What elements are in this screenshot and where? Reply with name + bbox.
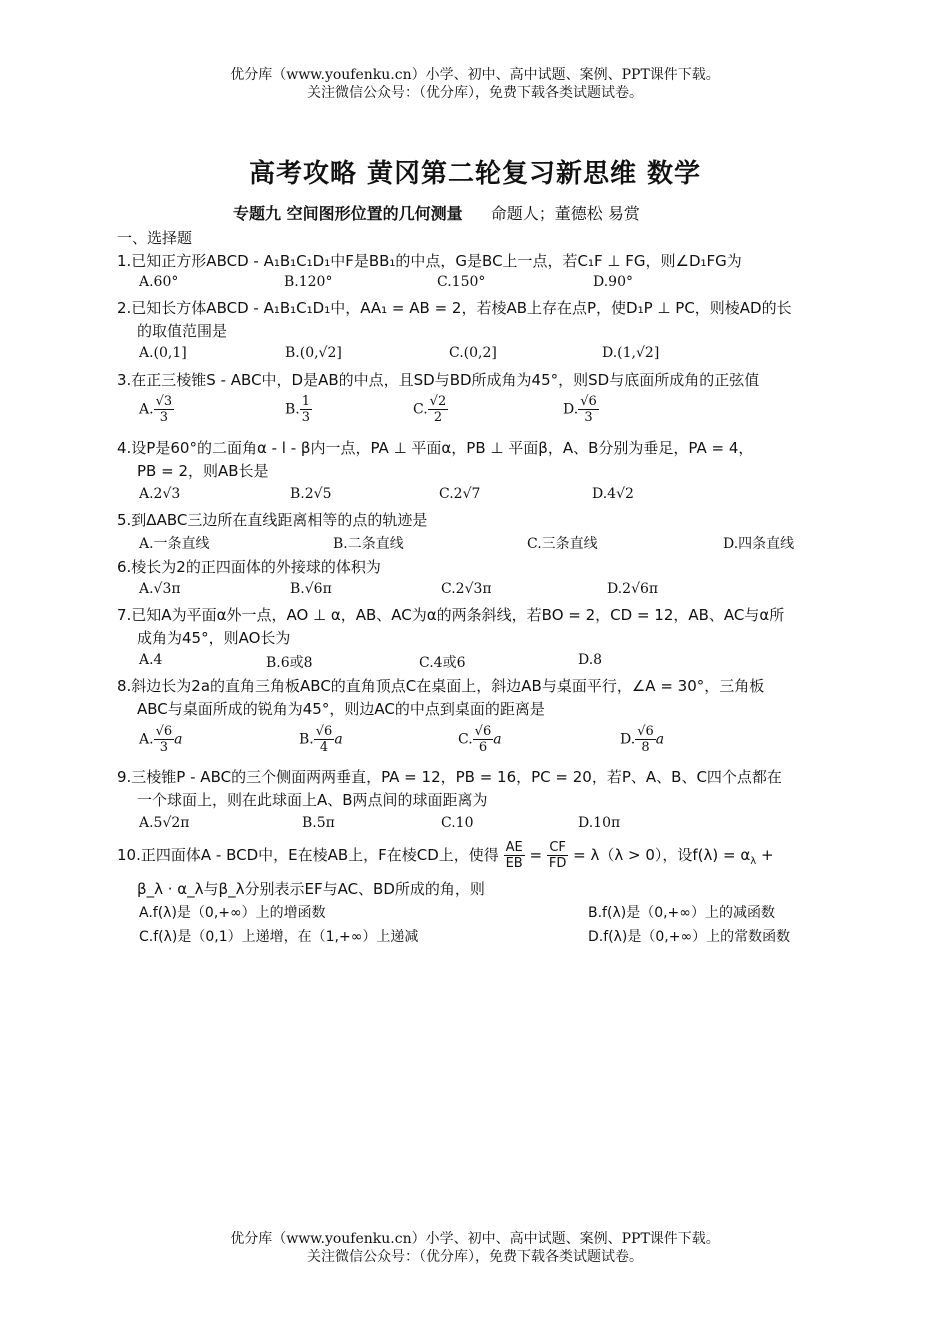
question-10-continuation: β_λ · α_λ与β_λ分别表示EF与AC、BD所成的角，则 — [137, 880, 485, 898]
question-7-stem: 7.已知A为平面α外一点，AO ⊥ α，AB、AC为α的两条斜线，若BO = 2，CD = 12，AB、AC与α所 — [117, 606, 785, 624]
question-3-stem: 3.在正三棱锥S - ABC中，D是AB的中点，且SD与BD所成角为45°，则SD与底面所成角的正弦值 — [117, 371, 760, 389]
question-6-option-b: B.√6π — [290, 581, 332, 597]
page-footer — [0, 1230, 950, 1266]
question-1-option-a: A.60° — [139, 274, 179, 290]
question-6-option-d: D.2√6π — [607, 581, 659, 597]
question-9-option-d: D.10π — [578, 815, 621, 831]
question-5-option-b: B.二条直线 — [333, 536, 404, 552]
question-1-option-b: B.120° — [284, 274, 333, 290]
question-6-option-a: A.√3π — [139, 581, 181, 597]
question-5-stem: 5.到ΔABC三边所在直线距离相等的点的轨迹是 — [117, 511, 428, 529]
fraction: $\frac{√6}{3}$ — [580, 394, 597, 425]
header-line-2: 关注微信公众号：（优分库），免费下载各类试题试卷。 — [307, 85, 643, 101]
question-7-option-d: D.8 — [578, 652, 603, 668]
question-4-option-d: D.4√2 — [592, 486, 634, 502]
question-8-option-b: B. $\frac{√6}{4}$ a — [299, 724, 343, 755]
footer-line-2: 关注微信公众号：（优分库），免费下载各类试题试卷。 — [307, 1249, 643, 1265]
question-9-option-c: C.10 — [441, 815, 474, 831]
question-6-option-c: C.2√3π — [441, 581, 492, 597]
question-3-option-b: B. $\frac{1}{3}$ — [285, 394, 311, 425]
question-3-option-d: D. $\frac{√6}{3}$ — [563, 394, 597, 425]
question-8-option-c: C. $\frac{√6}{6}$ a — [458, 724, 502, 755]
question-6-stem: 6.棱长为2的正四面体的外接球的体积为 — [117, 558, 381, 576]
question-1-option-d: D.90° — [593, 274, 633, 290]
question-8-option-a: A. $\frac{√6}{3}$ a — [139, 724, 183, 755]
question-9-option-a: A.5√2π — [139, 815, 190, 831]
question-10-option-b: B.f(λ)是（0,+∞）上的减函数 — [588, 905, 775, 921]
footer-line-1: 优分库（www.youfenku.cn）小学、初中、高中试题、案例、PPT课件下载。 — [230, 1231, 720, 1247]
question-4-option-a: A.2√3 — [139, 486, 181, 502]
question-2-option-b: B.(0,√2] — [285, 345, 342, 361]
question-10-option-a: A.f(λ)是（0,+∞）上的增函数 — [139, 905, 326, 921]
fraction: $\frac{1}{3}$ — [301, 394, 311, 425]
fraction: $\frac{√3}{3}$ — [155, 394, 173, 425]
question-4-option-c: C.2√7 — [439, 486, 481, 502]
question-8-option-d: D. $\frac{√6}{8}$ a — [620, 724, 665, 755]
question-2-stem: 2.已知长方体ABCD - A₁B₁C₁D₁中，AA₁ = AB = 2，若棱AB上存在点P，使D₁P ⊥ PC，则棱AD的长 — [117, 299, 792, 317]
question-1-option-c: C.150° — [437, 274, 486, 290]
fraction: $\frac{√6}{3}$ — [155, 724, 173, 755]
question-2-option-a: A.(0,1] — [139, 345, 187, 361]
question-3-option-a: A. $\frac{√3}{3}$ — [139, 394, 173, 425]
question-8-continuation: ABC与桌面所成的锐角为45°，则边AC的中点到桌面的距离是 — [137, 700, 545, 718]
fraction-cf-fd: $\frac{CF}{FD}$ — [548, 840, 567, 871]
fraction-ae-eb: $\frac{AE}{EB}$ — [505, 840, 523, 871]
fraction: $\frac{√6}{6}$ — [474, 724, 492, 755]
document-subtitle — [233, 201, 640, 224]
question-9-stem: 9.三棱锥P - ABC的三个侧面两两垂直，PA = 12，PB = 16，PC = 20，若P、A、B、C四个点都在 — [117, 768, 782, 786]
question-5-option-d: D.四条直线 — [723, 536, 795, 552]
author-label: 命题人；董德松 易赏 — [490, 204, 640, 223]
question-4-stem: 4.设P是60°的二面角α - l - β内一点，PA ⊥ 平面α，PB ⊥ 平面β，A、B分别为垂足，PA = 4， — [117, 439, 754, 457]
document-title: 高考攻略 黄冈第二轮复习新思维 数学 — [248, 159, 702, 189]
question-9-option-b: B.5π — [302, 815, 335, 831]
question-10-stem: 10.正四面体A - BCD中，E在棱AB上，F在棱CD上，使得 $\frac{AE}{EB}$ = $\frac{CF}{FD}$ = λ（λ > 0），设$f(\lambda) = \alpha_\lambda$ + — [117, 840, 774, 871]
fraction: $\frac{√2}{2}$ — [429, 394, 447, 425]
question-7-option-b: B.6或8 — [266, 655, 313, 671]
question-5-option-c: C.三条直线 — [527, 536, 598, 552]
question-4-option-b: B.2√5 — [290, 486, 332, 502]
question-2-continuation: 的取值范围是 — [137, 322, 228, 340]
question-4-continuation: PB = 2，则AB长是 — [137, 462, 269, 480]
section-heading: 一、选择题 — [117, 229, 193, 247]
question-7-option-c: C.4或6 — [419, 655, 466, 671]
question-3-option-c: C. $\frac{√2}{2}$ — [413, 394, 447, 425]
fraction: $\frac{√6}{4}$ — [315, 724, 333, 755]
question-7-continuation: 成角为45°，则AO长为 — [137, 629, 291, 647]
question-9-continuation: 一个球面上，则在此球面上A、B两点间的球面距离为 — [137, 791, 488, 809]
question-1-stem: 1.已知正方形ABCD - A₁B₁C₁D₁中F是BB₁的中点，G是BC上一点，若C₁F ⊥ FG，则∠D₁FG为 — [117, 252, 742, 270]
question-10-option-c: C.f(λ)是（0,1）上递增，在（1,+∞）上递减 — [139, 929, 419, 945]
fraction: $\frac{√6}{8}$ — [637, 724, 654, 755]
header-line-1: 优分库（www.youfenku.cn）小学、初中、高中试题、案例、PPT课件下载。 — [230, 67, 720, 83]
question-5-option-a: A.一条直线 — [139, 536, 210, 552]
question-2-option-c: C.(0,2] — [449, 345, 497, 361]
question-8-stem: 8.斜边长为2a的直角三角板ABC的直角顶点C在桌面上，斜边AB与桌面平行，∠A = 30°，三角板 — [117, 677, 765, 695]
topic-label: 专题九 空间图形位置的几何测量 — [233, 204, 463, 223]
page-header — [0, 66, 950, 102]
question-7-option-a: A.4 — [139, 652, 163, 668]
question-2-option-d: D.(1,√2] — [602, 345, 660, 361]
question-10-option-d: D.f(λ)是（0,+∞）上的常数函数 — [588, 929, 791, 945]
